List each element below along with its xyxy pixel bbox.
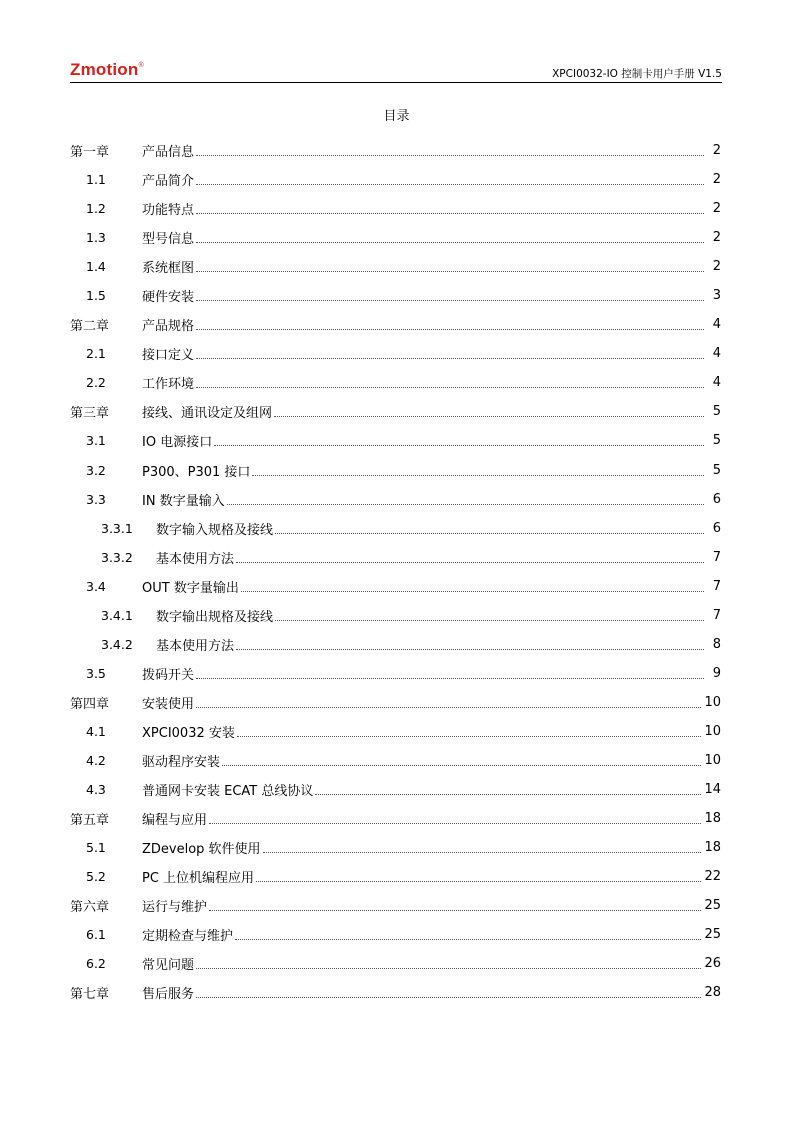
toc-entry[interactable] <box>70 223 721 252</box>
toc-entry-title: 基本使用方法 <box>156 638 235 654</box>
toc-entry-number: 1.5 <box>86 288 106 304</box>
toc-entry-title: P300、P301 接口 <box>142 464 251 480</box>
toc-entry-title: PC 上位机编程应用 <box>142 871 255 887</box>
toc-entry-page: 26 <box>704 956 721 972</box>
dot-leader <box>256 881 701 882</box>
toc-entry-title: 数字输出规格及接线 <box>156 609 274 625</box>
toc-entry[interactable] <box>70 949 721 978</box>
dot-leader <box>196 300 704 301</box>
dot-leader <box>196 155 704 156</box>
toc-entry-title: 接口定义 <box>142 348 195 364</box>
toc-entry[interactable] <box>70 281 721 310</box>
toc-entry-number: 3.1 <box>86 433 106 449</box>
toc-entry-title: 工作环境 <box>142 377 195 393</box>
toc-entry-page: 14 <box>704 782 721 798</box>
toc-entry-page: 4 <box>712 317 721 333</box>
toc-entry-number: 6.2 <box>86 956 106 972</box>
toc-entry-number: 3.4 <box>86 578 106 594</box>
toc-entry-title: 硬件安装 <box>142 290 195 306</box>
toc-entry-page: 5 <box>712 462 721 478</box>
toc-entry-title: 系统框图 <box>142 261 195 277</box>
dot-leader <box>209 823 701 824</box>
dot-leader <box>274 416 704 417</box>
dot-leader <box>227 504 704 505</box>
toc-entry-title: XPCI0032 安装 <box>142 725 235 741</box>
toc-entry-page: 2 <box>712 201 721 217</box>
dot-leader <box>196 968 701 969</box>
toc-entry[interactable] <box>70 572 721 601</box>
toc-entry-number: 1.1 <box>86 172 106 188</box>
page-header <box>70 58 722 83</box>
table-of-contents <box>70 136 721 1007</box>
toc-entry-page: 22 <box>704 869 721 885</box>
toc-entry-title: 基本使用方法 <box>156 551 235 567</box>
toc-entry-number: 第五章 <box>70 813 110 829</box>
toc-entry-number: 5.2 <box>86 869 106 885</box>
toc-entry-number: 第六章 <box>70 900 110 916</box>
toc-entry-title: 功能特点 <box>142 203 195 219</box>
toc-entry-page: 8 <box>712 636 721 652</box>
toc-entry-title: 数字输入规格及接线 <box>156 522 274 538</box>
toc-entry-title: 常见问题 <box>142 958 195 974</box>
dot-leader <box>236 562 704 563</box>
toc-entry-title: OUT 数字量输出 <box>142 580 239 596</box>
toc-entry-title: 拨码开关 <box>142 667 195 683</box>
toc-entry[interactable] <box>70 601 721 630</box>
toc-entry-page: 4 <box>712 346 721 362</box>
toc-entry[interactable] <box>70 891 721 920</box>
toc-entry[interactable] <box>70 310 721 339</box>
toc-entry[interactable] <box>70 252 721 281</box>
toc-entry-page: 7 <box>712 549 721 565</box>
toc-entry-title: 安装使用 <box>142 696 195 712</box>
dot-leader <box>252 475 704 476</box>
toc-entry-page: 7 <box>712 578 721 594</box>
toc-entry-number: 3.5 <box>86 665 106 681</box>
toc-entry-page: 2 <box>712 143 721 159</box>
toc-entry-title: 产品规格 <box>142 319 195 335</box>
toc-entry-title: 驱动程序安装 <box>142 755 221 770</box>
dot-leader <box>315 794 701 795</box>
toc-entry-page: 4 <box>712 375 721 391</box>
toc-entry-number: 2.2 <box>86 375 106 391</box>
dot-leader <box>214 445 704 446</box>
toc-entry-page: 3 <box>712 288 721 304</box>
document-title: XPCI0032-IO 控制卡用户手册 V1.5 <box>552 68 722 80</box>
toc-entry[interactable] <box>70 397 721 426</box>
toc-entry-number: 3.3 <box>86 491 106 507</box>
toc-entry-title: 产品信息 <box>142 145 195 161</box>
toc-entry[interactable] <box>70 456 721 485</box>
toc-entry-page: 6 <box>712 491 721 507</box>
toc-entry[interactable] <box>70 426 721 455</box>
toc-entry-number: 4.1 <box>86 723 106 739</box>
toc-entry-page: 6 <box>712 520 721 536</box>
dot-leader <box>196 997 701 998</box>
toc-entry-title: 运行与维护 <box>142 900 208 916</box>
toc-entry-number: 第四章 <box>70 696 110 712</box>
toc-entry-number: 1.3 <box>86 230 106 246</box>
dot-leader <box>196 329 704 330</box>
toc-entry-page: 28 <box>704 985 721 1001</box>
dot-leader <box>196 242 704 243</box>
toc-entry-title: 普通网卡安装 ECAT 总线协议 <box>142 784 314 800</box>
dot-leader <box>235 939 701 940</box>
dot-leader <box>275 533 704 534</box>
dot-leader <box>196 387 704 388</box>
dot-leader <box>236 649 704 650</box>
dot-leader <box>196 271 704 272</box>
toc-entry-page: 10 <box>704 723 721 739</box>
toc-entry-number: 4.2 <box>86 753 106 768</box>
toc-entry-page: 9 <box>712 665 721 681</box>
toc-entry-page: 7 <box>712 607 721 623</box>
toc-entry-number: 3.2 <box>86 462 106 478</box>
dot-leader <box>237 736 702 737</box>
toc-entry[interactable] <box>70 514 721 543</box>
toc-entry[interactable] <box>70 978 721 1007</box>
toc-entry-title: 接线、通讯设定及组网 <box>142 406 273 422</box>
toc-entry-number: 第三章 <box>70 406 110 422</box>
toc-entry[interactable] <box>70 746 721 775</box>
zmotion-logo: Zmotion® <box>70 60 144 79</box>
toc-entry[interactable] <box>70 804 721 833</box>
toc-entry-page: 2 <box>712 259 721 275</box>
toc-entry-title: 编程与应用 <box>142 813 208 829</box>
dot-leader <box>196 707 701 708</box>
toc-entry-number: 3.4.2 <box>101 636 133 652</box>
toc-entry[interactable] <box>70 368 721 397</box>
toc-entry-title: IO 电源接口 <box>142 435 213 451</box>
toc-entry[interactable] <box>70 775 721 804</box>
toc-entry-page: 10 <box>704 753 721 768</box>
toc-entry[interactable] <box>70 485 721 514</box>
toc-entry[interactable] <box>70 630 721 659</box>
dot-leader <box>196 184 704 185</box>
toc-entry-title: IN 数字量输入 <box>142 493 225 509</box>
toc-entry-title: 产品简介 <box>142 174 195 190</box>
toc-entry-page: 2 <box>712 172 721 188</box>
toc-entry-page: 25 <box>704 927 721 943</box>
toc-entry-number: 第七章 <box>70 987 110 1003</box>
toc-entry-page: 5 <box>712 404 721 420</box>
toc-entry-page: 18 <box>704 811 721 827</box>
toc-entry-number: 第二章 <box>70 319 110 335</box>
toc-entry[interactable] <box>70 543 721 572</box>
toc-entry-page: 25 <box>704 898 721 914</box>
toc-entry-number: 5.1 <box>86 840 106 856</box>
dot-leader <box>209 910 701 911</box>
toc-entry-number: 3.3.1 <box>101 520 133 536</box>
toc-entry-title: 售后服务 <box>142 987 195 1003</box>
dot-leader <box>275 620 704 621</box>
dot-leader <box>222 765 701 766</box>
toc-entry-number: 6.1 <box>86 927 106 943</box>
toc-entry[interactable] <box>70 862 721 891</box>
toc-entry-page: 2 <box>712 230 721 246</box>
dot-leader <box>241 591 704 592</box>
toc-entry[interactable] <box>70 688 721 717</box>
toc-entry-number: 1.4 <box>86 259 106 275</box>
dot-leader <box>196 358 704 359</box>
toc-entry-title: 定期检查与维护 <box>142 929 234 945</box>
toc-entry[interactable] <box>70 659 721 688</box>
toc-entry[interactable] <box>70 165 721 194</box>
toc-entry[interactable] <box>70 339 721 368</box>
toc-entry[interactable] <box>70 833 721 862</box>
toc-entry-number: 1.2 <box>86 201 106 217</box>
toc-entry[interactable] <box>70 717 721 746</box>
toc-entry-number: 第一章 <box>70 145 110 161</box>
toc-entry[interactable] <box>70 920 721 949</box>
toc-entry-number: 2.1 <box>86 346 106 362</box>
dot-leader <box>196 678 704 679</box>
toc-entry-number: 3.3.2 <box>101 549 133 565</box>
toc-entry[interactable] <box>70 194 721 223</box>
toc-entry[interactable] <box>70 136 721 165</box>
toc-entry-title: ZDevelop 软件使用 <box>142 842 261 858</box>
toc-entry-page: 10 <box>704 694 721 710</box>
dot-leader <box>196 213 704 214</box>
toc-entry-page: 5 <box>712 433 721 449</box>
toc-entry-title: 型号信息 <box>142 232 195 248</box>
dot-leader <box>263 852 702 853</box>
toc-entry-number: 3.4.1 <box>101 607 133 623</box>
toc-heading: 目录 <box>383 109 410 124</box>
toc-entry-page: 18 <box>704 840 721 856</box>
toc-entry-number: 4.3 <box>86 782 106 798</box>
